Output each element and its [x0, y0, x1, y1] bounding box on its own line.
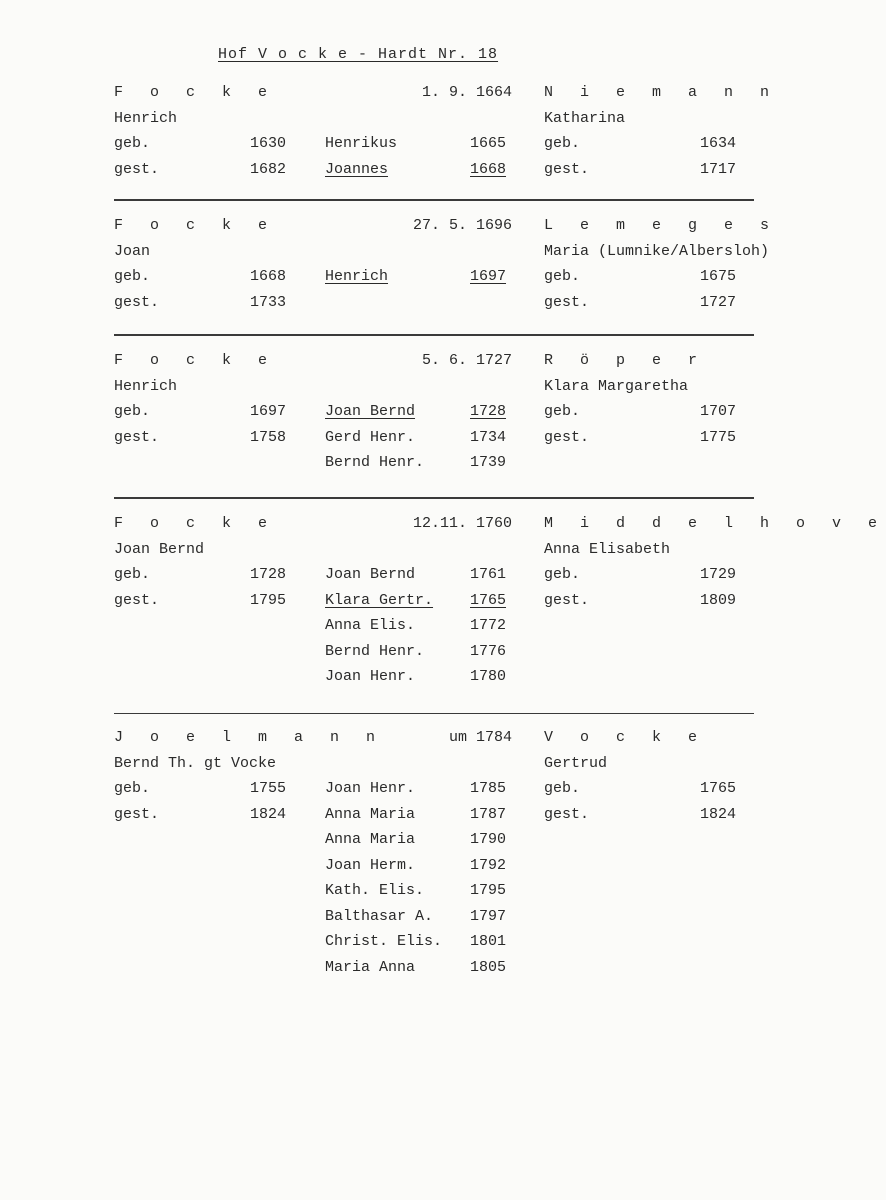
- child-name: Bernd Henr.: [325, 454, 425, 471]
- marriage-date: 12.11. 1760: [412, 515, 512, 532]
- wife-birth-year: 1729: [700, 566, 737, 583]
- child-name: Anna Maria: [325, 805, 416, 823]
- child-name: Joan Bernd: [325, 566, 416, 583]
- husband-death-label: gest.: [114, 428, 160, 446]
- child-year: 1772: [470, 617, 507, 634]
- wife-death-label: gest.: [544, 805, 590, 823]
- husband-death-year: 1682: [250, 160, 287, 178]
- wife-surname: L e m e g e s: [544, 217, 779, 234]
- husband-birth-label: geb.: [114, 780, 151, 797]
- wife-death-year: 1809: [700, 591, 737, 609]
- wife-birth-label: geb.: [544, 135, 581, 152]
- child-year: 1795: [470, 882, 507, 899]
- wife-death-year: 1824: [700, 805, 737, 823]
- husband-given-name: Joan Bernd: [114, 540, 205, 558]
- marriage-date: 27. 5. 1696: [412, 217, 512, 234]
- husband-given-name: Bernd Th. gt Vocke: [114, 754, 277, 772]
- husband-death-label: gest.: [114, 805, 160, 823]
- child-year: 1805: [470, 958, 507, 976]
- child-year: 1776: [470, 642, 507, 660]
- wife-surname: V o c k e: [544, 729, 707, 746]
- child-name: Anna Elis.: [325, 617, 416, 634]
- child-year: 1785: [470, 780, 507, 797]
- child-year: 1761: [470, 566, 507, 583]
- child-name: Joan Herm.: [325, 856, 416, 874]
- child-name: Anna Maria: [325, 831, 416, 848]
- child-name: Henrich: [325, 268, 389, 285]
- child-year: 1801: [470, 933, 507, 950]
- wife-birth-label: geb.: [544, 268, 581, 285]
- child-name: Joannes: [325, 160, 389, 178]
- child-year: 1734: [470, 428, 507, 446]
- wife-birth-year: 1765: [700, 780, 737, 797]
- wife-birth-year: 1707: [700, 403, 737, 420]
- page-title: Hof V o c k e - Hardt Nr. 18: [218, 46, 499, 63]
- wife-given-name: Maria (Lumnike/Albersloh): [544, 242, 770, 260]
- husband-surname: F o c k e: [114, 515, 277, 532]
- wife-birth-label: geb.: [544, 403, 581, 420]
- husband-death-year: 1733: [250, 293, 287, 311]
- husband-death-label: gest.: [114, 591, 160, 609]
- section-divider: [114, 199, 754, 201]
- husband-surname: F o c k e: [114, 217, 277, 234]
- husband-given-name: Henrich: [114, 377, 178, 395]
- child-year: 1797: [470, 907, 507, 925]
- child-year: 1765: [470, 591, 507, 609]
- husband-birth-year: 1630: [250, 135, 287, 152]
- wife-death-year: 1717: [700, 160, 737, 178]
- wife-given-name: Gertrud: [544, 754, 608, 772]
- child-year: 1728: [470, 403, 507, 420]
- wife-birth-year: 1675: [700, 268, 737, 285]
- husband-death-year: 1795: [250, 591, 287, 609]
- child-name: Joan Henr.: [325, 668, 416, 685]
- child-name: Klara Gertr.: [325, 591, 434, 609]
- section-divider: [114, 334, 754, 336]
- section-divider: [114, 713, 754, 714]
- wife-death-year: 1775: [700, 428, 737, 446]
- child-year: 1790: [470, 831, 507, 848]
- wife-death-label: gest.: [544, 293, 590, 311]
- child-year: 1739: [470, 454, 507, 471]
- wife-death-label: gest.: [544, 160, 590, 178]
- child-name: Gerd Henr.: [325, 428, 416, 446]
- husband-death-year: 1824: [250, 805, 287, 823]
- wife-surname: R ö p e r: [544, 352, 707, 369]
- husband-given-name: Henrich: [114, 109, 178, 127]
- child-year: 1668: [470, 160, 507, 178]
- wife-death-label: gest.: [544, 591, 590, 609]
- husband-surname: F o c k e: [114, 352, 277, 369]
- child-year: 1697: [470, 268, 507, 285]
- child-name: Joan Bernd: [325, 403, 416, 420]
- husband-birth-label: geb.: [114, 135, 151, 152]
- wife-death-label: gest.: [544, 428, 590, 446]
- marriage-date: um 1784: [448, 729, 512, 746]
- wife-surname: M i d d e l h o v e: [544, 515, 886, 532]
- husband-birth-year: 1668: [250, 268, 287, 285]
- child-year: 1780: [470, 668, 507, 685]
- marriage-date: 1. 9. 1664: [421, 84, 512, 101]
- child-name: Henrikus: [325, 135, 398, 152]
- wife-given-name: Katharina: [544, 109, 626, 127]
- husband-given-name: Joan: [114, 242, 151, 260]
- child-name: Kath. Elis.: [325, 882, 425, 899]
- wife-given-name: Anna Elisabeth: [544, 540, 671, 558]
- husband-death-year: 1758: [250, 428, 287, 446]
- child-name: Joan Henr.: [325, 780, 416, 797]
- child-name: Balthasar A.: [325, 907, 434, 925]
- husband-birth-year: 1728: [250, 566, 287, 583]
- wife-birth-label: geb.: [544, 566, 581, 583]
- husband-birth-label: geb.: [114, 268, 151, 285]
- child-year: 1787: [470, 805, 507, 823]
- husband-birth-year: 1697: [250, 403, 287, 420]
- section-divider: [114, 497, 754, 499]
- wife-surname: N i e m a n n: [544, 84, 779, 101]
- wife-birth-label: geb.: [544, 780, 581, 797]
- husband-surname: J o e l m a n n: [114, 729, 385, 746]
- child-year: 1792: [470, 856, 507, 874]
- child-name: Maria Anna: [325, 958, 416, 976]
- husband-surname: F o c k e: [114, 84, 277, 101]
- wife-given-name: Klara Margaretha: [544, 377, 689, 395]
- wife-birth-year: 1634: [700, 135, 737, 152]
- husband-death-label: gest.: [114, 293, 160, 311]
- child-year: 1665: [470, 135, 507, 152]
- child-name: Christ. Elis.: [325, 933, 443, 950]
- husband-birth-label: geb.: [114, 566, 151, 583]
- husband-birth-label: geb.: [114, 403, 151, 420]
- husband-death-label: gest.: [114, 160, 160, 178]
- husband-birth-year: 1755: [250, 780, 287, 797]
- marriage-date: 5. 6. 1727: [421, 352, 512, 369]
- child-name: Bernd Henr.: [325, 642, 425, 660]
- wife-death-year: 1727: [700, 293, 737, 311]
